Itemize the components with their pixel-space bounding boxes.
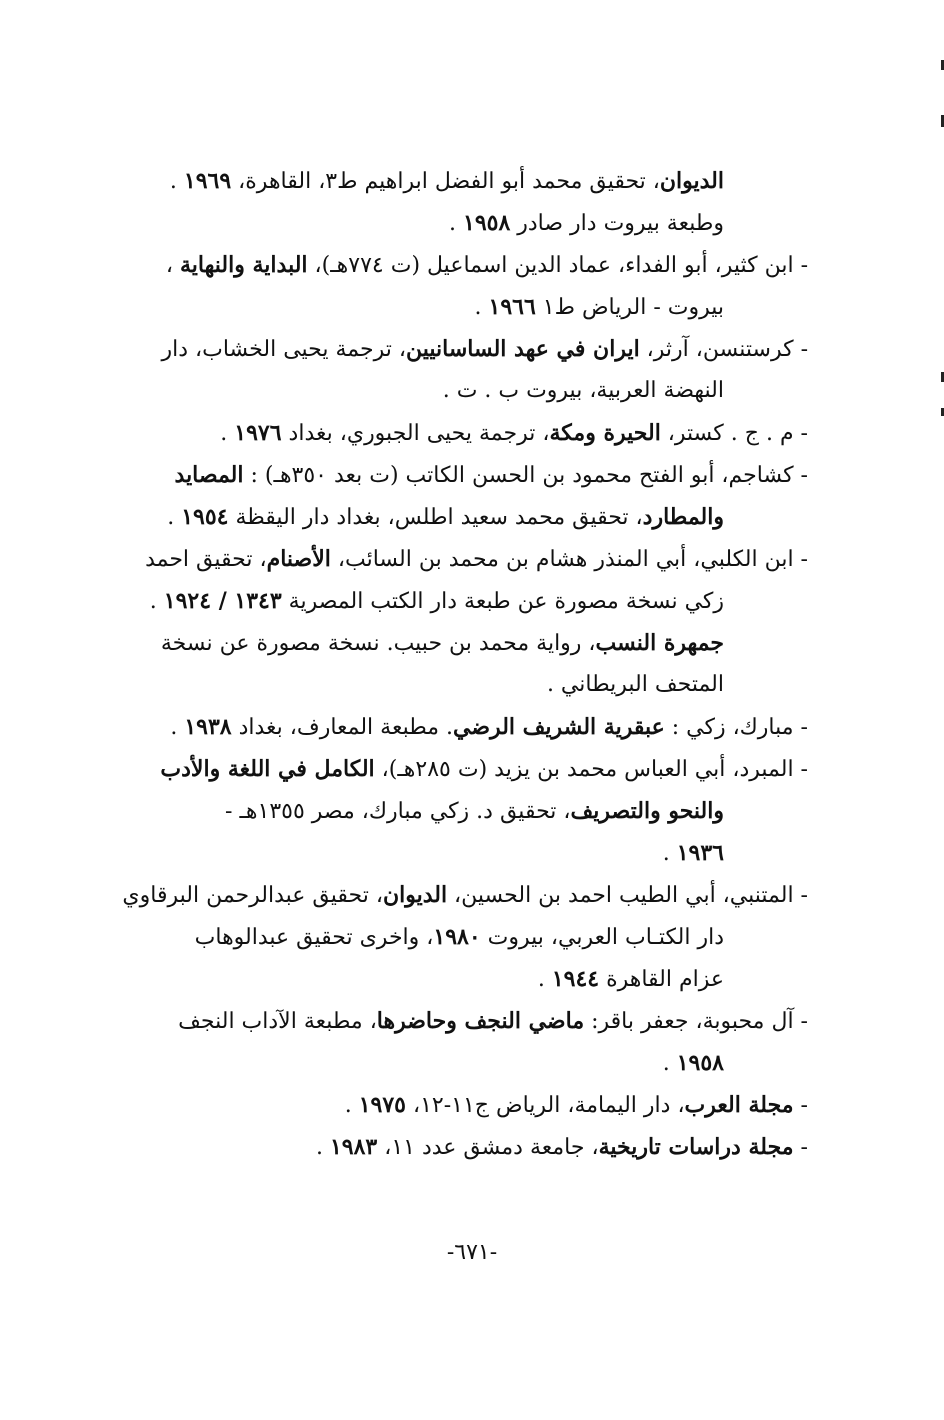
bold-segment: ١٩٦٩ <box>183 168 232 194</box>
bib-line <box>128 286 808 328</box>
bold-segment: مجلة دراسات تاريخية <box>598 1134 794 1160</box>
text-segment: ، ترجمة يحيى الجبوري، بغداد <box>281 421 550 446</box>
bib-line <box>128 496 808 538</box>
bib-line <box>128 1000 808 1042</box>
bib-line <box>128 664 808 706</box>
text-segment: ، <box>165 253 181 278</box>
bold-segment: والنحو والتصريف <box>570 798 724 824</box>
bib-line <box>128 832 808 874</box>
bold-segment: الحيرة ومكة <box>549 420 661 446</box>
bold-segment: مجلة العرب <box>684 1092 794 1118</box>
text-segment: - المبرد، أبي العباس محمد بن يزيد (ت ٢٨٥هـ)، <box>374 757 808 782</box>
text-segment: النهضة العربية، بيروت ب . ت . <box>442 378 724 403</box>
bold-segment: ١٩٤٤ <box>551 966 600 992</box>
bib-line <box>128 538 808 580</box>
bib-line <box>128 748 808 790</box>
bibliography-text <box>122 160 808 1168</box>
text-segment: . <box>449 211 463 236</box>
text-segment: ، دار اليمامة، الرياض ج١١-١٢، <box>405 1093 685 1118</box>
text-segment: - <box>793 1093 808 1118</box>
text-segment: . <box>662 841 677 866</box>
text-segment: ، تحقيق عبدالرحمن البرقاوي <box>122 883 383 908</box>
text-segment: ، رواية محمد بن حبيب. نسخة مصورة عن نسخة <box>160 631 596 656</box>
text-segment: بيروت - الرياض ط١ <box>535 295 724 320</box>
text-segment: . <box>537 967 552 992</box>
text-segment: - مبارك، زكي : <box>664 715 808 740</box>
text-segment: - ابن كثير، أبو الفداء، عماد الدين اسماعيل (ت ٧٧٤هـ)، <box>307 253 808 278</box>
bib-line <box>128 916 808 958</box>
text-segment: - <box>793 1135 808 1160</box>
bold-segment: ١٩٥٨ <box>676 1050 724 1076</box>
text-segment: . <box>220 421 235 446</box>
text-segment: ، تحقيق محمد سعيد اطلس، بغداد دار اليقظة <box>228 505 643 530</box>
bold-segment: ١٩٨٠ <box>433 924 481 950</box>
bib-line <box>128 958 808 1000</box>
bib-line <box>128 412 808 454</box>
bold-segment: ١٩٨٣ <box>329 1134 378 1160</box>
text-segment: . <box>170 715 185 740</box>
text-segment: ، ترجمة يحيى الخشاب، دار <box>161 337 406 362</box>
text-segment: . <box>167 505 182 530</box>
bold-segment: ١٣٤٣ / ١٩٢٤ <box>163 588 282 614</box>
text-segment: ، جامعة دمشق عدد ١١، <box>377 1135 599 1160</box>
text-segment: . <box>149 589 164 614</box>
bold-segment: ١٩٣٦ <box>676 840 724 866</box>
text-segment: ، تحقيق د. زكي مبارك، مصر ١٣٥٥هـ - <box>225 799 571 824</box>
page-number: -٦٧١- <box>446 1240 498 1265</box>
bold-segment: والمطارد <box>642 504 724 530</box>
bib-line <box>128 370 808 412</box>
text-segment: زكي نسخة مصورة عن طبعة دار الكتب المصرية <box>281 589 724 614</box>
text-segment: - ابن الكلبي، أبي المنذر هشام بن محمد بن السائب، <box>330 547 808 572</box>
bib-line <box>128 244 808 286</box>
text-segment: ، تحقيق محمد أبو الفضل ابراهيم ط٣، القاهرة، <box>231 169 660 194</box>
text-segment: . <box>474 295 489 320</box>
text-segment: . <box>169 169 184 194</box>
bold-segment: ١٩٥٨ <box>463 210 511 236</box>
bold-segment: ايران في عهد الساسانيين <box>405 336 640 362</box>
bold-segment: ١٩٦٦ <box>488 294 536 320</box>
bib-line <box>128 328 808 370</box>
bib-line <box>128 580 808 622</box>
text-segment: - المتنبي، أبي الطيب احمد بن الحسين، <box>447 883 808 908</box>
text-segment: - م . ج . كستر، <box>660 421 808 446</box>
bib-line <box>128 202 808 244</box>
bold-segment: ١٩٣٨ <box>184 714 232 740</box>
bold-segment: ماضي النجف وحاضرها <box>376 1008 585 1034</box>
text-segment: . <box>662 1051 677 1076</box>
bold-segment: ١٩٧٥ <box>358 1092 406 1118</box>
text-segment: . <box>344 1093 359 1118</box>
text-segment: وطبعة بيروت دار صادر <box>510 211 724 236</box>
bib-line <box>128 160 808 202</box>
text-segment: دار الكتـاب العربي، بيروت <box>480 925 724 950</box>
bib-line <box>122 874 808 916</box>
bib-line <box>128 454 808 496</box>
bold-segment: ١٩٥٤ <box>181 504 229 530</box>
text-segment: ، واخرى تحقيق عبدالوهاب <box>194 925 434 950</box>
bold-segment: جمهرة النسب <box>595 630 724 656</box>
bold-segment: المصايد <box>174 462 244 488</box>
bold-segment: عبقرية الشريف الرضي <box>453 714 665 740</box>
bold-segment: البداية والنهاية <box>180 252 308 278</box>
bib-line <box>128 1042 808 1084</box>
bib-line <box>128 1084 808 1126</box>
text-segment: . مطبعة المعارف، بغداد <box>231 715 454 740</box>
bold-segment: ١٩٧٦ <box>234 420 282 446</box>
bib-line <box>128 706 808 748</box>
bold-segment: الديوان <box>382 882 448 908</box>
text-segment: المتحف البريطاني . <box>546 672 724 697</box>
text-segment: - كرستنسن، آرثر، <box>639 337 808 362</box>
text-segment: - آل محبوبة، جعفر باقر: <box>584 1009 808 1034</box>
text-segment: . <box>315 1135 330 1160</box>
text-segment: ، تحقيق احمد <box>145 547 267 572</box>
bold-segment: الكامل في اللغة والأدب <box>160 756 375 782</box>
text-segment: عزام القاهرة <box>599 967 724 992</box>
bib-line <box>128 622 808 664</box>
text-segment: ، مطبعة الآداب النجف <box>178 1009 377 1034</box>
bib-line <box>128 790 808 832</box>
bold-segment: الأصنام <box>266 546 331 572</box>
bold-segment: الديوان <box>659 168 724 194</box>
bib-line <box>128 1126 808 1168</box>
text-segment: - كشاجم، أبو الفتح محمود بن الحسن الكاتب (ت بعد ٣٥٠هـ) : <box>243 463 808 488</box>
